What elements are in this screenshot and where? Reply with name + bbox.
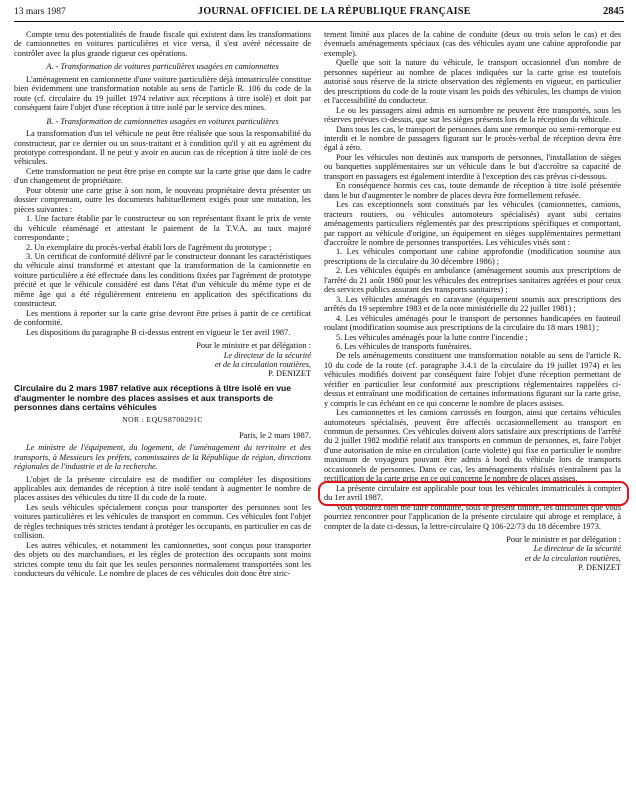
list-item: 3. Les véhicules aménagés en caravane (équipement soumis aux prescriptions des arrêtés du 19 septembre 1983 et de la note ministérielle du 22 juillet 1981) ; <box>324 294 621 314</box>
vehicle-list <box>324 247 621 351</box>
paragraph: L'objet de la présente circulaire est de modifier ou compléter les dispositions applicables aux demandes de réception à titre isolé tendant à augmenter le nombre de places assises des véhicules du titre II du code de la route. <box>14 474 311 503</box>
paragraph: Dans tous les cas, le transport de personnes dans une remorque ou semi-remorque est interdit et le nombre de passagers figurant sur le procès-verbal de réception devra être égal à zéro. <box>324 124 621 153</box>
paragraph: Les mentions à reporter sur la carte grise devront être prises à partir de ce certificat de conformité. <box>14 308 311 328</box>
right-column <box>324 30 621 796</box>
signature-block <box>324 535 621 573</box>
signature-block <box>14 341 311 379</box>
list-item: 1. Les véhicules comportant une cabine approfondie (modification soumise aux prescriptions de la circulaire du 30 décembre 1986) ; <box>324 247 621 266</box>
page-number: 2845 <box>602 6 624 17</box>
page-header <box>14 6 624 20</box>
place-date: Paris, le 2 mars 1987. <box>239 430 311 440</box>
journal-title: JOURNAL OFFICIEL DE LA RÉPUBLIQUE FRANÇAISE <box>198 6 471 17</box>
paragraph: De tels aménagements constituent une transformation notable au sens de l'article R. 10 du code de la route (cf. paragraphe 3.4.1 de la circulaire du 19 juillet 1974) et les véhicules modifiés doivent par conséquent faire l'objet d'une réception permettant de vérifier en particulier leur conformité aux prescriptions réglementaires rappelées ci-dessus et entraînant une modification de certaines informations figurant sur la carte grise, y compris le cas échéant en ce qui concerne le nombre de places assises. <box>324 351 621 408</box>
list-item: 1. Une facture établie par le constructeur ou son représentant fixant le prix de vente du véhicule réaménagé et attestant le paiement de la T.V.A. au taux majoré correspondante ; <box>14 214 311 243</box>
signature-title: et de la circulation routières, <box>214 359 311 369</box>
signature-name: P. DENIZET <box>578 563 621 573</box>
highlighted-paragraph: La présente circulaire est applicable pour tous les véhicules immatriculés à compter du 1er avril 1987. <box>324 483 621 503</box>
circular-title: Circulaire du 2 mars 1987 relative aux réceptions à titre isolé en vue d'augmenter le nombre des places assises et aux transports de personnes dans certains véhicules <box>14 382 292 413</box>
signature-line: Pour le ministre et par délégation : <box>506 535 621 545</box>
document-list <box>14 214 311 309</box>
paragraph: Compte tenu des potentialités de fraude fiscale qui existent dans les transformations de camionnettes en voitures particulières et vice versa, il s'est avéré nécessaire de contrôler avec la plus grande rigueur ces opérations. <box>14 30 311 58</box>
paragraph: Les cas exceptionnels sont constitués par les véhicules (camionnettes, camions, tracteurs routiers, ou véhicules automoteurs spécialisés) ayant subi certains aménagements particuliers réglementés par des prescriptions spécifiques et comportant, par rapport au véhicule d'origine, un équipement en sièges supplémentaires permettant d'accroître le nombre de personnes transportées. Les véhicules visés sont : <box>324 200 621 247</box>
header-rule <box>14 21 624 22</box>
paragraph: Les autres véhicules, et notamment les camionnettes, sont conçus pour transporter des objets ou des marchandises, et les règles de protection des occupants sont moins strictes compte tenu du fait que les seules personnes normalement transportées sont les conducteurs du véhicule. Le nombre de places de ces véhicules doit donc être stric- <box>14 540 311 579</box>
paragraph: Les dispositions du paragraphe B ci-dessus entrent en vigueur le 1er avril 1987. <box>26 327 291 337</box>
signature-name: P. DENIZET <box>268 369 311 379</box>
section-heading-a: A. - Transformation de voitures particulières usagées en camionnettes <box>46 62 279 72</box>
signature-title: Le directeur de la sécurité <box>533 544 621 554</box>
header-date: 13 mars 1987 <box>14 7 66 17</box>
nor-reference: NOR : EQUS8700291C <box>122 415 203 425</box>
list-item: 2. Les véhicules équipés en ambulance (aménagement soumis aux prescriptions de l'arrêté du 21 août 1980 pour les véhicules des entreprises sanitaires agréées et pour ceux des services publics assurant des transports sanitaires) ; <box>324 266 621 295</box>
signature-title: Le directeur de la sécurité <box>223 350 311 360</box>
paragraph: Cette transformation ne peut être prise en compte sur la carte grise que dans le cadre d'un changement de propriétaire. <box>14 166 311 186</box>
paragraph: Vous voudrez bien me faire connaître, sous le présent timbre, les difficultés que vous pourriez rencontrer pour l'application de la présente circulaire qui abroge et remplace, à compter de la date ci-dessus, la lettre-circulaire Q 106-22/73 du 18 décembre 1973. <box>324 502 621 531</box>
paragraph: Pour les véhicules non destinés aux transports de personnes, l'installation de sièges ou banquettes supplémentaires sur un véhicule dans le but d'accroître sa capacité de transport en passagers est également interdite à l'exception des cas prévus ci-dessous. <box>324 152 621 181</box>
paragraph: Les seuls véhicules spécialement conçus pour transporter des personnes sont les voitures particulières et les véhicules de transport en commun. Ces véhicules font l'objet de règles techniques très strictes tendant à protéger les occupants, en particulier en cas de collision. <box>14 502 311 541</box>
paragraph: tement limité aux places de la cabine de conduite (deux ou trois selon le cas) et des éventuels aménagements spéciaux (cas des véhicules ayant une cabine approfondie par exemple). <box>324 30 621 58</box>
list-item: 5. Les véhicules aménagés pour la lutte contre l'incendie ; <box>336 332 528 342</box>
paragraph: La transformation d'un tel véhicule ne peut être réalisée que sous la responsabilité du constructeur, par ce dernier ou un sous-traitant et à condition qu'il y ait eu agrément du prototype correspondant. Il ne peut y avoir en aucun cas de réception à titre isolé de ces véhicules. <box>14 129 311 167</box>
left-column <box>14 30 311 796</box>
signature-title: et de la circulation routières, <box>524 553 621 563</box>
section-heading-b: B. - Transformation de camionnettes usagées en voitures particulières <box>46 116 279 126</box>
paragraph: En conséquence hormis ces cas, toute demande de réception à titre isolé présentée dans le but d'augmenter le nombre de places devra être formellement refusée. <box>324 181 621 200</box>
paragraph: Pour obtenir une carte grise à son nom, le nouveau propriétaire devra présenter un dossier comprenant, outre les documents habituellement exigés pour une mutation, les pièces suivantes : <box>14 185 311 214</box>
minister-address: Le ministre de l'équipement, du logement, de l'aménagement du territoire et des transports, à Messieurs les préfets, commissaires de la République de région, directions régionales de l'industrie et de la recherche. <box>14 443 311 472</box>
paragraph: Les camionnettes et les camions carrossés en fourgon, ainsi que certains véhicules automoteurs spécialisés, peuvent être affectés occasionnellement au transport en commun de personnes. Ces véhicules doivent alors satisfaire aux prescriptions de l'arrêté du 2 juillet 1982 modifié relatif aux transports en commun de personnes, et, faire l'objet d'une autorisation de mise en circulation (carte violette) qui fixe en particulier le nombre maximum de voyageurs pouvant être admis à bord du véhicule lors de transports occasionnels de personnes. Dans ce cas, les aménagements réalisés n'entraînent pas la rectification de la carte grise en ce qui concerne le nombre de places assises. <box>324 408 621 484</box>
paragraph: L'aménagement en camionnette d'une voiture particulière déjà immatriculée constitue bien évidemment une transformation notable au sens de l'article R. 106 du code de la route (cf. circulaire du 19 juillet 1974 relative aux réceptions à titre isolé) et doit par conséquent faire l'objet d'une réception à titre isolé par le service des mines. <box>14 74 311 113</box>
list-item: 4. Les véhicules aménagés pour le transport de personnes handicapées en fauteuil roulant (modification soumise aux prescriptions de la circulaire du 18 mars 1981) ; <box>324 313 621 333</box>
paragraph: Le ou les passagers ainsi admis en surnombre ne peuvent être transportés, sous les réserves prévues ci-dessus, que sur les sièges présents lors de la réception du véhicule. <box>324 105 621 125</box>
paragraph: Quelle que soit la nature du véhicule, le transport occasionnel d'un nombre de personnes supérieur au nombre de places indiquées sur la carte grise est toutefois autorisé sous réserve de la stricte observation des règlements en vigueur, en particulier des prescriptions du code de la route visant les poids des véhicules, les champs de vision et l'accessibilité du conducteur. <box>324 58 621 106</box>
list-item: 2. Un exemplaire du procès-verbal établi lors de l'agrément du prototype ; <box>26 242 272 252</box>
list-item: 3. Un certificat de conformité délivré par le constructeur donnant les caractéristiques du véhicule ainsi transformé et attestant que la transformation de la camionnette en voiture particulière a été effectuée dans les conditions fixées par l'agrément de prototype précité et que le véhicule considéré est dans l'état d'un véhicule du même type et de même âge qui a été régulièrement entretenu en application des spécifications du constructeur. <box>14 251 311 309</box>
signature-line: Pour le ministre et par délégation : <box>196 341 311 351</box>
list-item: 6. Les véhicules de transports funéraires. <box>336 341 472 351</box>
